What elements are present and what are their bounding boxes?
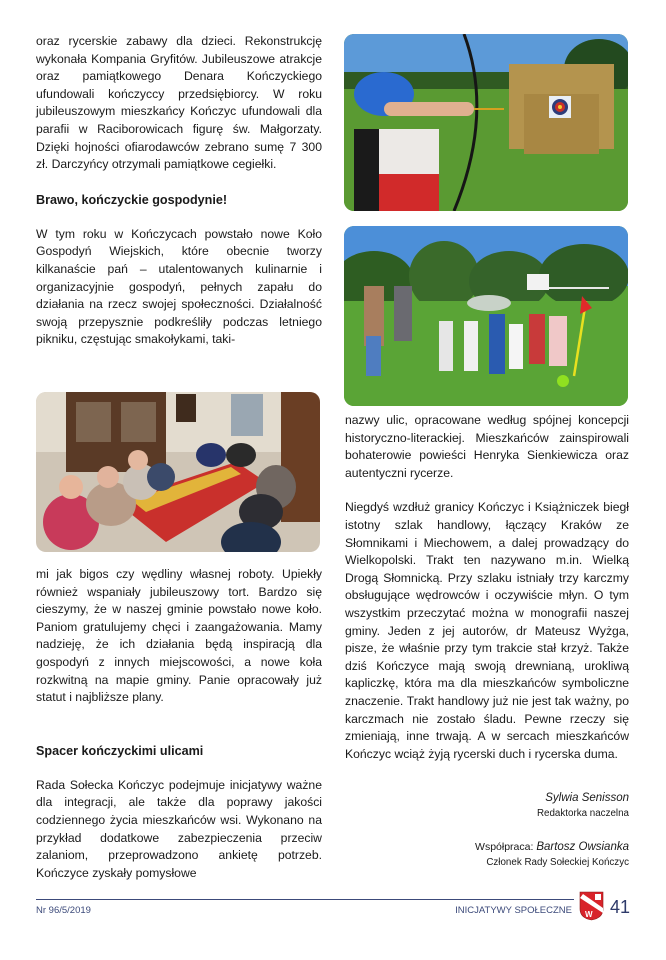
paragraph-intro: oraz rycerskie zabawy dla dzieci. Rekonstrukcję wykonała Kompania Gryfitów. Jubileuszowe atrakcje oraz pamiątkowego Denara Kończyckiego ufundowali kończyccy przedsiębiorcy. W roku jubileuszowym mieszkańcy Kończyc ufundowali dla parafii w Raciborowicach figurę św. Małgorzaty. Dzięki hojności ofiarodawców zebrano sumę 7 300 zł. Darczyńcy otrzymali pamiątkowe cegiełki. (36, 34, 322, 172)
issue-number: Nr 96/5/2019 (36, 905, 91, 916)
photo-picnic (344, 226, 628, 406)
footer-divider (36, 899, 574, 900)
collab-role: Członek Rady Sołeckiej Kończyc (486, 857, 629, 868)
heading-spacer: Spacer kończyckimi ulicami (36, 743, 204, 758)
photo-gathering (36, 392, 320, 552)
collaborator-signature (475, 840, 629, 870)
photo-archery (344, 34, 628, 211)
collab-name: Bartosz Owsianka (536, 841, 629, 853)
coat-of-arms-icon (579, 891, 604, 921)
left-column-bottom (36, 566, 322, 882)
right-column-text (345, 412, 629, 763)
paragraph-kgw-1: W tym roku w Kończycach powstało nowe Koło Gospodyń Wiejskich, które obecnie tworzy kilkanaście pań – utalentowanych kulinarnie i organizacyjnie gospodyń, pełnych zapału do działania na rzecz swojej społeczności. Działalność swoją przepysznie podkreśliły podczas letniego pikniku, częstując smakołykami, taki- (36, 226, 322, 347)
heading-gospodynie: Brawo, kończyckie gospodynie! (36, 192, 228, 207)
left-column-top (36, 33, 322, 349)
crest-letter: W (585, 910, 593, 919)
author-signature (537, 791, 629, 821)
page-number: 41 (610, 897, 631, 917)
paragraph-streets-2: nazwy ulic, opracowane według spójnej koncepcji historyczno-literackiej. Mieszkańców zainspirowali bohaterowie powieści Henryka Sienkiewicza oraz autentyczni rycerze. (345, 413, 629, 480)
paragraph-streets-1: Rada Sołecka Kończyc podejmuje inicjatywy ważne dla integracji, ale także dla poprawy jakości codziennego życia mieszkańców wsi. Wykonano na przykład dodatkowe zabezpieczenia przeciw zalaniom, przeprowadzono ankietę potrzeb. Kończyce zyskały pomysłowe (36, 777, 322, 880)
paragraph-kgw-2: mi jak bigos czy wędliny własnej roboty. Upiekły również wspaniały jubileuszowy tort. Bardzo się cieszymy, że w naszej gminie powstało nowe koło. Paniom gratulujemy chęci i zaangażowania. Mamy nadzieję, że ich działania będą inspiracją dla gospodyń z innych miejscowości, a nowe koła rozkwitną na mapie gminy. Panie opracowały już statut i najbliższe plany. (36, 567, 322, 705)
author-name: Sylwia Senisson (545, 792, 629, 804)
author-role: Redaktorka naczelna (536, 808, 629, 819)
section-title: INICJATYWY SPOŁECZNE (455, 905, 572, 916)
paragraph-trail: Niegdyś wzdłuż granicy Kończyc i Książniczek biegł istotny szlak handlowy, łączący Kraków ze Słomnikami i Miechowem, a dalej prowadzący do Wielkopolski. Trakt ten nazywano m.in. Wielką Drogą Słomnicką. Przy szlaku istniały trzy karczmy obsługujące wędrowców i oczywiście młyn. O tym wszystkim przeczytać można w monografii naszej gminy. Jeden z jej autorów, dr Mateusz Wyżga, pisze, że właśnie przy tym trakcie stał krzyż. Także dziś Kończyce mają swoją drewnianą, urokliwą kapliczkę, która ma dla mieszkańców symboliczne znaczenie. Trakt handlowy już nie jest tak ważny, po karczmach nie zostało śladu. Pewne rzeczy się zmieniają, inne trwają. A w sercach mieszkańców Kończyc wciąż żyją rycerski duch i rycerska duma. (345, 500, 629, 761)
collab-label: Współpraca: (475, 841, 537, 853)
